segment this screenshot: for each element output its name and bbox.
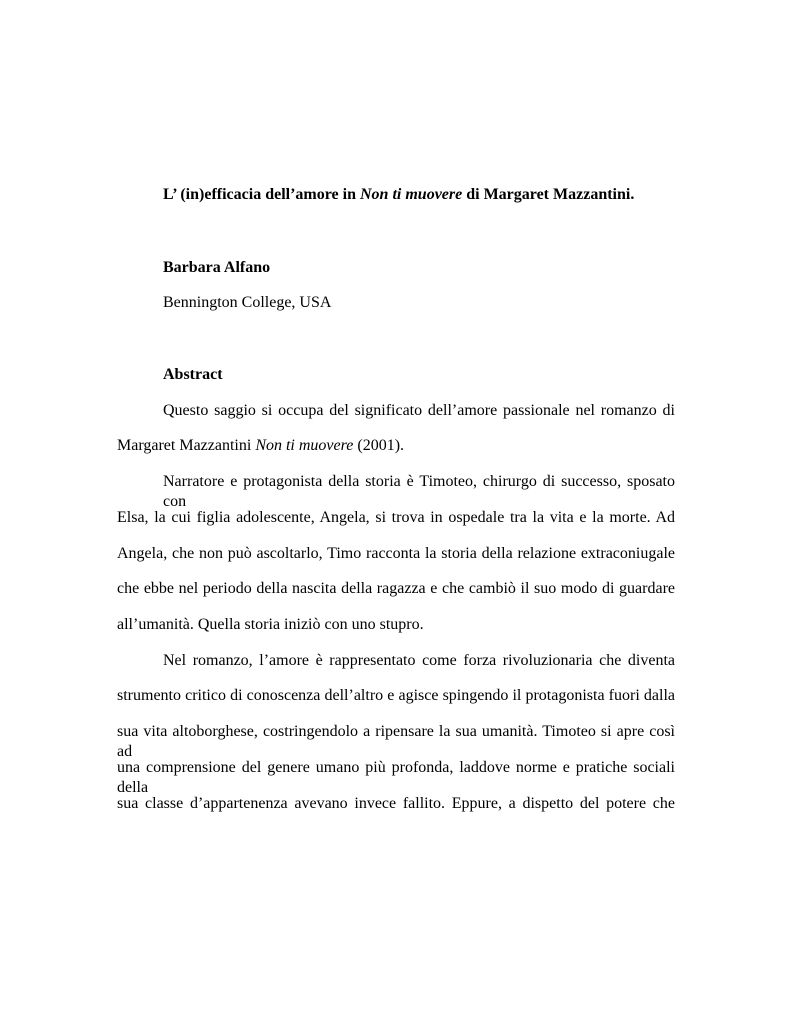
paragraph-line-text: Elsa, la cui figlia adolescente, Angela, si trova in ospedale tra la vita e la morte. Ad (117, 509, 675, 526)
paragraph-line-text: Margaret Mazzantini (117, 437, 256, 454)
paragraph-line (163, 651, 675, 671)
paragraph-line (117, 722, 675, 762)
author-name: Barbara Alfano (163, 259, 271, 276)
paragraph-line: all’umanità. Quella storia iniziò con uno stupro. (117, 616, 424, 633)
paragraph-line-text: strumento critico di conoscenza dell’altro e agisce spingendo il protagonista fuori dalla (117, 687, 675, 704)
paragraph-line-text: Angela, che non può ascoltarlo, Timo racconta la storia della relazione extraconiugale (117, 545, 675, 562)
paragraph-line (163, 401, 675, 421)
title-part-1: L’ (in)efficacia dell’amore in (163, 186, 360, 203)
paragraph-line-text: sua vita altoborghese, costringendolo a ripensare la sua umanità. Timoteo si apre così ad (117, 723, 675, 760)
paragraph-line-text: Nel romanzo, l’amore è rappresentato come forza rivoluzionaria che diventa (163, 652, 675, 669)
title-part-2: di Margaret Mazzantini. (462, 186, 635, 203)
author-affiliation: Bennington College, USA (163, 294, 332, 311)
title-italic-work: Non ti muovere (360, 186, 463, 203)
paragraph-line-text: Narratore e protagonista della storia è Timoteo, chirurgo di successo, sposato con (163, 473, 675, 510)
document-title (163, 185, 634, 205)
paragraph-line (163, 472, 675, 512)
paragraph-line (117, 794, 675, 814)
paragraph-line-text: Questo saggio si occupa del significato dell’amore passionale nel romanzo di (163, 402, 675, 419)
abstract-heading: Abstract (163, 366, 223, 383)
paragraph-line-text: che ebbe nel periodo della nascita della ragazza e che cambiò il suo modo di guardare (117, 580, 675, 597)
paragraph-line-text: (2001). (353, 437, 405, 454)
paragraph-line-text: una comprensione del genere umano più profonda, laddove norme e pratiche sociali della (117, 759, 675, 796)
paragraph-line (117, 579, 675, 599)
italic-work-title: Non ti muovere (255, 437, 354, 454)
paragraph-line (117, 758, 675, 798)
paragraph-line (117, 436, 404, 456)
paragraph-line (117, 686, 675, 706)
paragraph-line-text: sua classe d’appartenenza avevano invece fallito. Eppure, a dispetto del potere che (117, 795, 675, 812)
paragraph-line (117, 508, 675, 528)
paragraph-line (117, 544, 675, 564)
